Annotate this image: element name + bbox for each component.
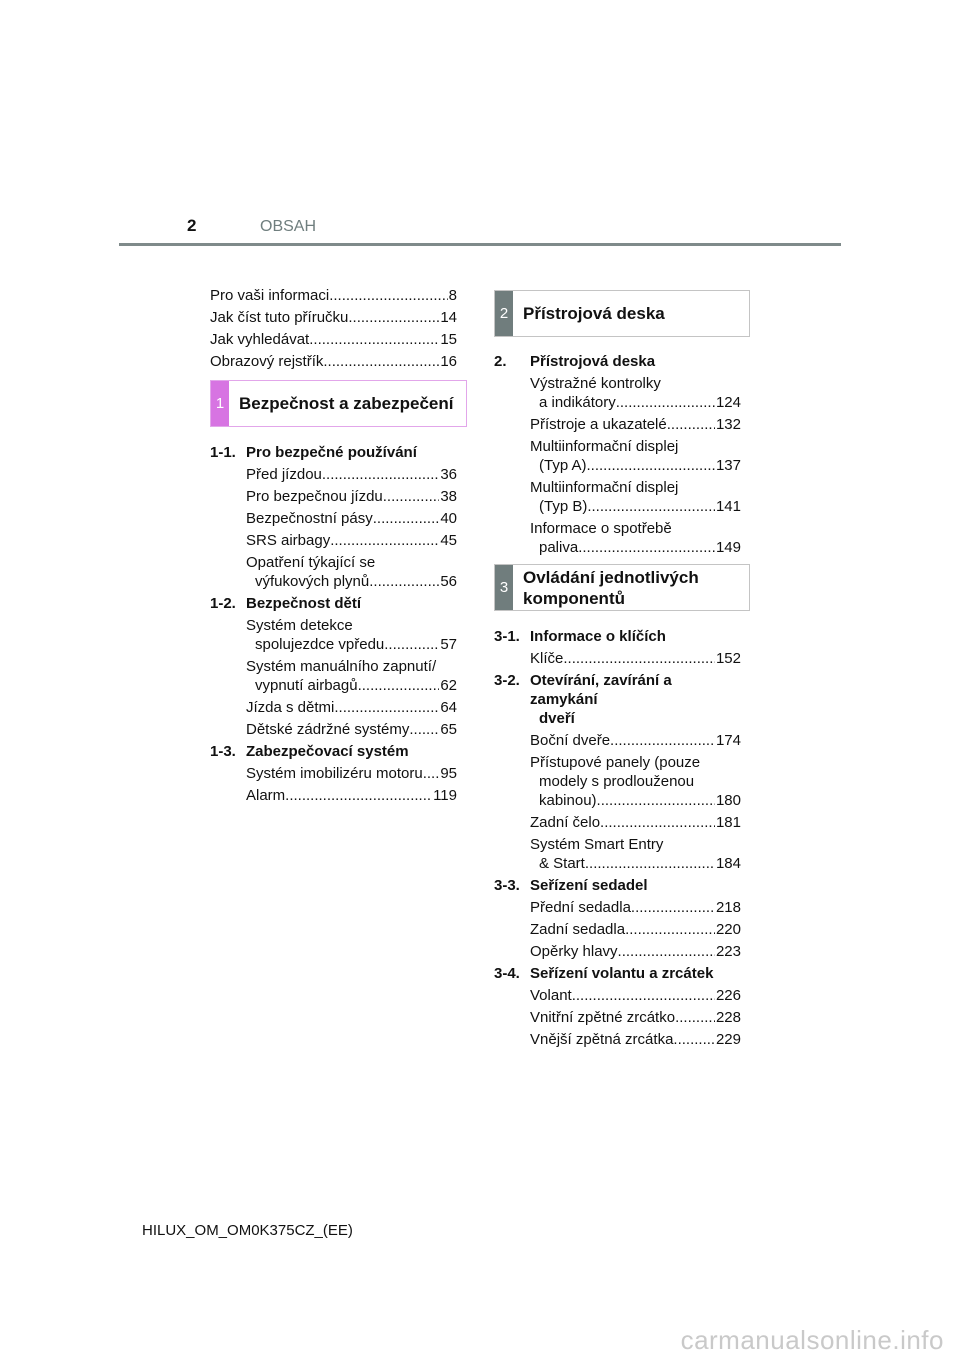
dot-leader: [358, 676, 440, 695]
dot-leader: [587, 456, 715, 475]
page-ref: 95: [440, 764, 457, 782]
dot-leader: [383, 487, 440, 506]
entry-label: Vnější zpětná zrcátka: [530, 1030, 674, 1048]
page-ref: 40: [440, 509, 457, 527]
entry-last-line: [530, 731, 741, 750]
dot-leader: [329, 286, 447, 305]
group-heading[interactable]: [494, 350, 741, 372]
entry-last-line: [530, 898, 741, 917]
toc-entry[interactable]: [530, 833, 741, 874]
dot-leader: [625, 920, 715, 939]
entry-last-line: [246, 487, 457, 506]
toc-entry[interactable]: [210, 306, 457, 328]
entry-last-line: [530, 538, 741, 557]
entry-last-line: [530, 920, 741, 939]
entry-label: paliva: [539, 538, 579, 556]
document-code: HILUX_OM_OM0K375CZ_(EE): [142, 1222, 353, 1239]
toc-entry[interactable]: [530, 1006, 741, 1028]
entry-label-line: Přístupové panely (pouze: [530, 753, 701, 771]
section-title-line: Bezpečnost a zabezpečení: [239, 394, 454, 413]
entry-last-line: [210, 352, 457, 371]
page-ref: 119: [433, 786, 457, 804]
group-entries: [494, 729, 741, 874]
entry-label: Jízda s dětmi: [246, 698, 335, 716]
toc-entry[interactable]: [530, 435, 741, 476]
entry-label-line: Opatření týkající se: [246, 553, 376, 571]
toc-entry[interactable]: [246, 718, 457, 740]
group-title: [246, 742, 409, 761]
group-title: [530, 352, 655, 371]
entry-label: Volant: [530, 986, 572, 1004]
section-1-contents: [210, 441, 457, 806]
page-ref: 56: [440, 572, 457, 590]
group-entries: [210, 762, 457, 806]
dot-leader: [563, 649, 715, 668]
entry-last-line: [210, 308, 457, 327]
toc-group: [210, 740, 457, 806]
page-ref: 36: [440, 465, 457, 483]
entry-last-line: [246, 509, 457, 528]
group-title-line: Přístrojová deska: [530, 352, 656, 370]
entry-label: spolujezdce vpředu: [255, 635, 385, 653]
entry-label-line: Systém Smart Entry: [530, 835, 664, 853]
toc-entry[interactable]: [530, 918, 741, 940]
entry-last-line: [530, 1008, 741, 1027]
dot-leader: [618, 942, 715, 961]
dot-leader: [348, 308, 439, 327]
dot-leader: [323, 352, 439, 371]
page-ref: 218: [715, 898, 741, 916]
page-ref: 229: [715, 1030, 741, 1048]
dot-leader: [330, 531, 439, 550]
page-ref: 124: [715, 393, 741, 411]
toc-entry[interactable]: [210, 350, 457, 372]
dot-leader: [572, 986, 715, 1005]
entry-label-line: Systém detekce: [246, 616, 353, 634]
entry-label: Systém imobilizéru motoru: [246, 764, 423, 782]
entry-last-line: [246, 572, 457, 591]
group-title-line: dveří: [539, 709, 575, 727]
toc-entry[interactable]: [530, 751, 741, 811]
page-ref: 149: [715, 538, 741, 556]
group-entries: [494, 896, 741, 962]
entry-label: (Typ A): [539, 456, 587, 474]
group-heading[interactable]: [210, 441, 457, 463]
page-ref: 220: [715, 920, 741, 938]
dot-leader: [285, 786, 432, 805]
entry-last-line: [530, 854, 741, 873]
section-title-line: Ovládání jednotlivých: [523, 567, 699, 587]
entry-label-line: Informace o spotřebě: [530, 519, 672, 537]
entry-label: & Start: [539, 854, 585, 872]
entry-last-line: [210, 286, 457, 305]
toc-entry[interactable]: [530, 729, 741, 751]
group-title-line: Otevírání, zavírání a zamykání: [530, 671, 672, 708]
entry-label: Alarm: [246, 786, 286, 804]
dot-leader: [309, 330, 439, 349]
entry-label: Bezpečnostní pásy: [246, 509, 373, 527]
section-2-contents: [494, 350, 741, 558]
entry-label: Pro bezpečnou jízdu: [246, 487, 383, 505]
entry-last-line: [246, 635, 457, 654]
entry-label-line: Výstražné kontrolky: [530, 374, 661, 392]
toc-entry[interactable]: [530, 940, 741, 962]
entry-label: Dětské zádržné systémy: [246, 720, 410, 738]
page-ref: 223: [715, 942, 741, 960]
toc-entry[interactable]: [246, 696, 457, 718]
intro-list: [210, 284, 457, 372]
toc-group: [494, 669, 741, 874]
dot-leader: [610, 731, 715, 750]
toc-group: [210, 441, 457, 592]
toc-entry[interactable]: [530, 811, 741, 833]
section-3-header[interactable]: [494, 564, 750, 611]
group-title-line: Seřízení sedadel: [530, 876, 648, 894]
dot-leader: [384, 635, 439, 654]
page-ref: 14: [440, 308, 457, 326]
group-heading[interactable]: [494, 625, 741, 647]
toc-group: [494, 874, 741, 962]
dot-leader: [667, 415, 715, 434]
page-ref: 15: [440, 330, 457, 348]
page-ref: 16: [440, 352, 457, 370]
page-ref: 38: [440, 487, 457, 505]
page-title: OBSAH: [260, 218, 317, 235]
entry-label: Jak číst tuto příručku: [210, 308, 349, 326]
page-ref: 64: [440, 698, 457, 716]
toc-entry[interactable]: [246, 784, 457, 806]
group-title: [530, 627, 666, 646]
section-2-header[interactable]: [494, 290, 750, 337]
entry-label: Přístroje a ukazatelé: [530, 415, 667, 433]
section-3-contents: [494, 625, 741, 1050]
dot-leader: [334, 698, 439, 717]
entry-label-line: Multiinformační displej: [530, 437, 679, 455]
page-ref: 65: [440, 720, 457, 738]
toc-entry[interactable]: [246, 507, 457, 529]
group-entries: [210, 614, 457, 740]
dot-leader: [675, 1008, 715, 1027]
toc-entry[interactable]: [530, 372, 741, 413]
entry-last-line: [246, 676, 457, 695]
dot-leader: [322, 465, 439, 484]
group-entries: [494, 984, 741, 1050]
page-number: 2: [187, 216, 197, 235]
entry-label: Pro vaši informaci: [210, 286, 330, 304]
entry-label: a indikátory: [539, 393, 616, 411]
toc-entry[interactable]: [210, 328, 457, 350]
page-ref: 226: [715, 986, 741, 1004]
group-title-line: Bezpečnost dětí: [246, 594, 362, 612]
group-title: [530, 876, 648, 895]
entry-last-line: [210, 330, 457, 349]
entry-last-line: [246, 786, 457, 805]
toc-group: [210, 592, 457, 740]
entry-label: vypnutí airbagů: [255, 676, 358, 694]
entry-last-line: [530, 986, 741, 1005]
entry-last-line: [530, 649, 741, 668]
toc-group: [494, 962, 741, 1050]
page-ref: 184: [715, 854, 741, 872]
section-number: 1: [211, 381, 229, 426]
group-heading[interactable]: [210, 740, 457, 762]
dot-leader: [585, 854, 715, 873]
toc-entry[interactable]: [210, 284, 457, 306]
page-ref: 180: [715, 791, 741, 809]
section-1-header[interactable]: [210, 380, 467, 427]
toc-entry[interactable]: [530, 413, 741, 435]
dot-leader: [616, 393, 715, 412]
dot-leader: [597, 791, 715, 810]
group-number: 3-1.: [494, 627, 520, 645]
header-divider: [119, 243, 841, 246]
group-heading[interactable]: [210, 592, 457, 614]
entry-label-line: Systém manuálního zapnutí/: [246, 657, 437, 675]
toc-entry[interactable]: [530, 517, 741, 558]
entry-label: Jak vyhledávat: [210, 330, 310, 348]
entry-last-line: [530, 1030, 741, 1049]
toc-entry[interactable]: [246, 485, 457, 507]
toc-entry[interactable]: [530, 984, 741, 1006]
entry-label: kabinou): [539, 791, 597, 809]
toc-entry[interactable]: [530, 647, 741, 669]
entry-label: Přední sedadla: [530, 898, 631, 916]
group-number: 3-2.: [494, 671, 520, 689]
entry-last-line: [530, 456, 741, 475]
entry-last-line: [246, 698, 457, 717]
entry-last-line: [246, 531, 457, 550]
page-ref: 174: [715, 731, 741, 749]
toc-entry[interactable]: [246, 614, 457, 655]
dot-leader: [600, 813, 715, 832]
page-ref: 137: [715, 456, 741, 474]
toc-entry[interactable]: [246, 529, 457, 551]
group-entries: [210, 463, 457, 592]
group-number: 3-4.: [494, 964, 520, 982]
section-number: 3: [495, 565, 513, 610]
group-heading[interactable]: [494, 962, 741, 984]
entry-label: Boční dveře: [530, 731, 611, 749]
group-title-line: Zabezpečovací systém: [246, 742, 409, 760]
page-ref: 45: [440, 531, 457, 549]
group-number: 2.: [494, 352, 507, 370]
group-title: [530, 671, 741, 728]
dot-leader: [369, 572, 439, 591]
toc-entry[interactable]: [530, 476, 741, 517]
entry-last-line: [530, 942, 741, 961]
group-heading[interactable]: [494, 669, 741, 729]
toc-entry[interactable]: [246, 762, 457, 784]
group-entries: [494, 372, 741, 558]
toc-group: [494, 350, 741, 558]
section-title: [229, 393, 453, 414]
entry-last-line: [530, 393, 741, 412]
group-number: 3-3.: [494, 876, 520, 894]
entry-last-line: [530, 813, 741, 832]
entry-last-line: [530, 497, 741, 516]
group-title-line: Pro bezpečné používání: [246, 443, 417, 461]
page-ref: 141: [715, 497, 741, 515]
group-title-line: Informace o klíčích: [530, 627, 666, 645]
dot-leader: [631, 898, 715, 917]
page-ref: 132: [715, 415, 741, 433]
group-number: 1-2.: [210, 594, 236, 612]
page-ref: 152: [715, 649, 741, 667]
entry-label: Vnitřní zpětné zrcátko: [530, 1008, 676, 1026]
toc-entry[interactable]: [246, 655, 457, 696]
group-number: 1-3.: [210, 742, 236, 760]
section-title: [513, 567, 699, 609]
group-number: 1-1.: [210, 443, 236, 461]
section-title-line: komponentů: [523, 588, 625, 608]
group-entries: [494, 647, 741, 669]
dot-leader: [409, 720, 439, 739]
group-heading[interactable]: [494, 874, 741, 896]
section-number: 2: [495, 291, 513, 336]
entry-label: (Typ B): [539, 497, 588, 515]
group-title: [246, 443, 417, 462]
entry-label-line: Multiinformační displej: [530, 478, 679, 496]
entry-label: výfukových plynů: [255, 572, 370, 590]
section-title: [513, 303, 665, 324]
entry-label: Zadní sedadla: [530, 920, 626, 938]
dot-leader: [423, 764, 440, 783]
entry-label-line: modely s prodlouženou: [539, 772, 695, 790]
page-ref: 57: [440, 635, 457, 653]
watermark: carmanualsonline.info: [680, 1325, 944, 1355]
entry-last-line: [246, 764, 457, 783]
page-ref: 228: [715, 1008, 741, 1026]
toc-entry[interactable]: [530, 1028, 741, 1050]
entry-last-line: [530, 791, 741, 810]
entry-label: Klíče: [530, 649, 564, 667]
entry-label: Opěrky hlavy: [530, 942, 618, 960]
entry-label: Před jízdou: [246, 465, 322, 483]
group-title: [530, 964, 713, 983]
dot-leader: [373, 509, 440, 528]
dot-leader: [587, 497, 715, 516]
dot-leader: [673, 1030, 715, 1049]
toc-entry[interactable]: [246, 551, 457, 592]
entry-last-line: [530, 415, 741, 434]
toc-entry[interactable]: [246, 463, 457, 485]
section-title-line: Přístrojová deska: [523, 304, 665, 323]
page-ref: 8: [448, 286, 457, 304]
toc-entry[interactable]: [530, 896, 741, 918]
entry-label: Obrazový rejstřík: [210, 352, 324, 370]
page-ref: 62: [440, 676, 457, 694]
toc-group: [494, 625, 741, 669]
entry-last-line: [246, 465, 457, 484]
group-title-line: Seřízení volantu a zrcátek: [530, 964, 714, 982]
dot-leader: [578, 538, 715, 557]
entry-last-line: [246, 720, 457, 739]
page-ref: 181: [715, 813, 741, 831]
group-title: [246, 594, 361, 613]
entry-label: SRS airbagy: [246, 531, 331, 549]
entry-label: Zadní čelo: [530, 813, 601, 831]
